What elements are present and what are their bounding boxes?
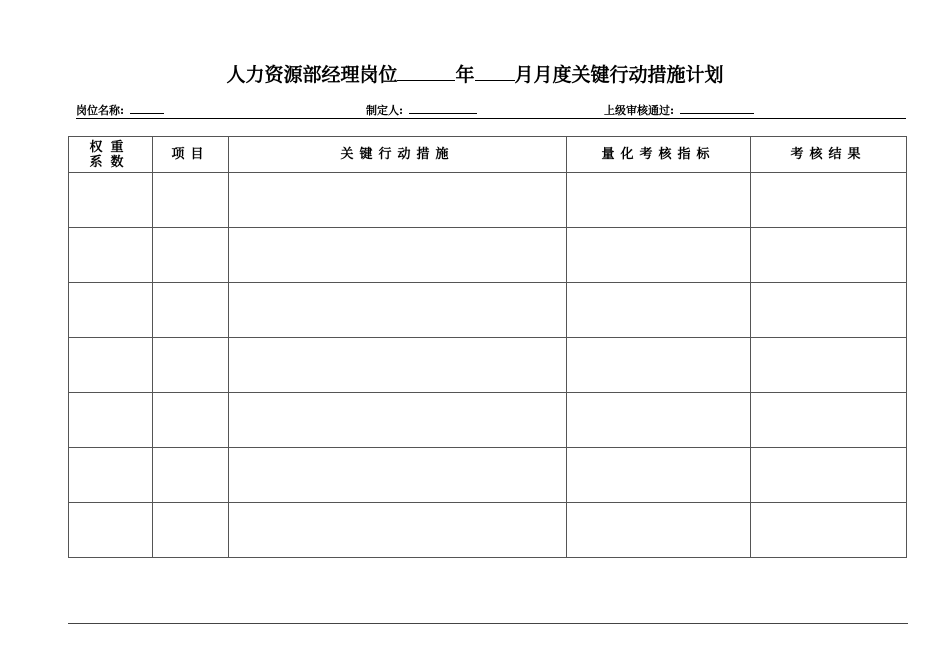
table-row <box>69 503 907 558</box>
header-item: 项目 <box>153 137 229 173</box>
table-row <box>69 173 907 228</box>
actions-cell[interactable] <box>229 283 567 338</box>
actions-cell[interactable] <box>229 173 567 228</box>
table-header-row <box>69 137 907 173</box>
month-blank[interactable] <box>475 62 515 81</box>
results-cell[interactable] <box>751 173 907 228</box>
meta-row <box>76 102 906 119</box>
table-row <box>69 283 907 338</box>
year-blank[interactable] <box>397 62 455 81</box>
weight-cell[interactable] <box>69 503 153 558</box>
metrics-cell[interactable] <box>567 283 751 338</box>
item-cell[interactable] <box>153 393 229 448</box>
title-part-plan: 月月度关键行动措施计划 <box>514 64 724 86</box>
header-weight-line2: 系数 <box>89 154 132 170</box>
results-cell[interactable] <box>751 338 907 393</box>
weight-cell[interactable] <box>69 283 153 338</box>
creator-label: 制定人: <box>366 104 404 117</box>
approval-label: 上级审核通过: <box>604 104 675 117</box>
table-row <box>69 448 907 503</box>
actions-cell[interactable] <box>229 228 567 283</box>
item-cell[interactable] <box>153 338 229 393</box>
header-weight-line1: 权重 <box>89 139 132 155</box>
item-cell[interactable] <box>153 448 229 503</box>
actions-cell[interactable] <box>229 448 567 503</box>
results-cell[interactable] <box>751 448 907 503</box>
item-cell[interactable] <box>153 503 229 558</box>
item-cell[interactable] <box>153 173 229 228</box>
results-cell[interactable] <box>751 393 907 448</box>
weight-cell[interactable] <box>69 448 153 503</box>
position-name-label: 岗位名称: <box>76 104 125 117</box>
creator-field <box>366 102 477 118</box>
action-plan-table <box>68 136 907 558</box>
footer-divider <box>68 623 908 624</box>
header-metrics: 量化考核指标 <box>567 137 751 173</box>
weight-cell[interactable] <box>69 228 153 283</box>
document-title <box>0 60 950 87</box>
metrics-cell[interactable] <box>567 173 751 228</box>
metrics-cell[interactable] <box>567 393 751 448</box>
weight-cell[interactable] <box>69 173 153 228</box>
weight-cell[interactable] <box>69 393 153 448</box>
metrics-cell[interactable] <box>567 228 751 283</box>
table-row <box>69 393 907 448</box>
title-part-position: 人力资源部经理岗位 <box>226 64 398 86</box>
header-results: 考核结果 <box>751 137 907 173</box>
metrics-cell[interactable] <box>567 338 751 393</box>
metrics-cell[interactable] <box>567 503 751 558</box>
position-name-field <box>76 102 164 118</box>
metrics-cell[interactable] <box>567 448 751 503</box>
item-cell[interactable] <box>153 228 229 283</box>
actions-cell[interactable] <box>229 338 567 393</box>
table-row <box>69 338 907 393</box>
results-cell[interactable] <box>751 503 907 558</box>
header-actions: 关键行动措施 <box>229 137 567 173</box>
actions-cell[interactable] <box>229 503 567 558</box>
results-cell[interactable] <box>751 283 907 338</box>
results-cell[interactable] <box>751 228 907 283</box>
approval-field <box>604 102 754 118</box>
creator-blank[interactable] <box>409 102 477 114</box>
table-row <box>69 228 907 283</box>
position-name-blank[interactable] <box>130 102 164 114</box>
title-part-year: 年 <box>455 64 475 86</box>
actions-cell[interactable] <box>229 393 567 448</box>
item-cell[interactable] <box>153 283 229 338</box>
weight-cell[interactable] <box>69 338 153 393</box>
approval-blank[interactable] <box>680 102 754 114</box>
header-weight <box>69 137 153 173</box>
